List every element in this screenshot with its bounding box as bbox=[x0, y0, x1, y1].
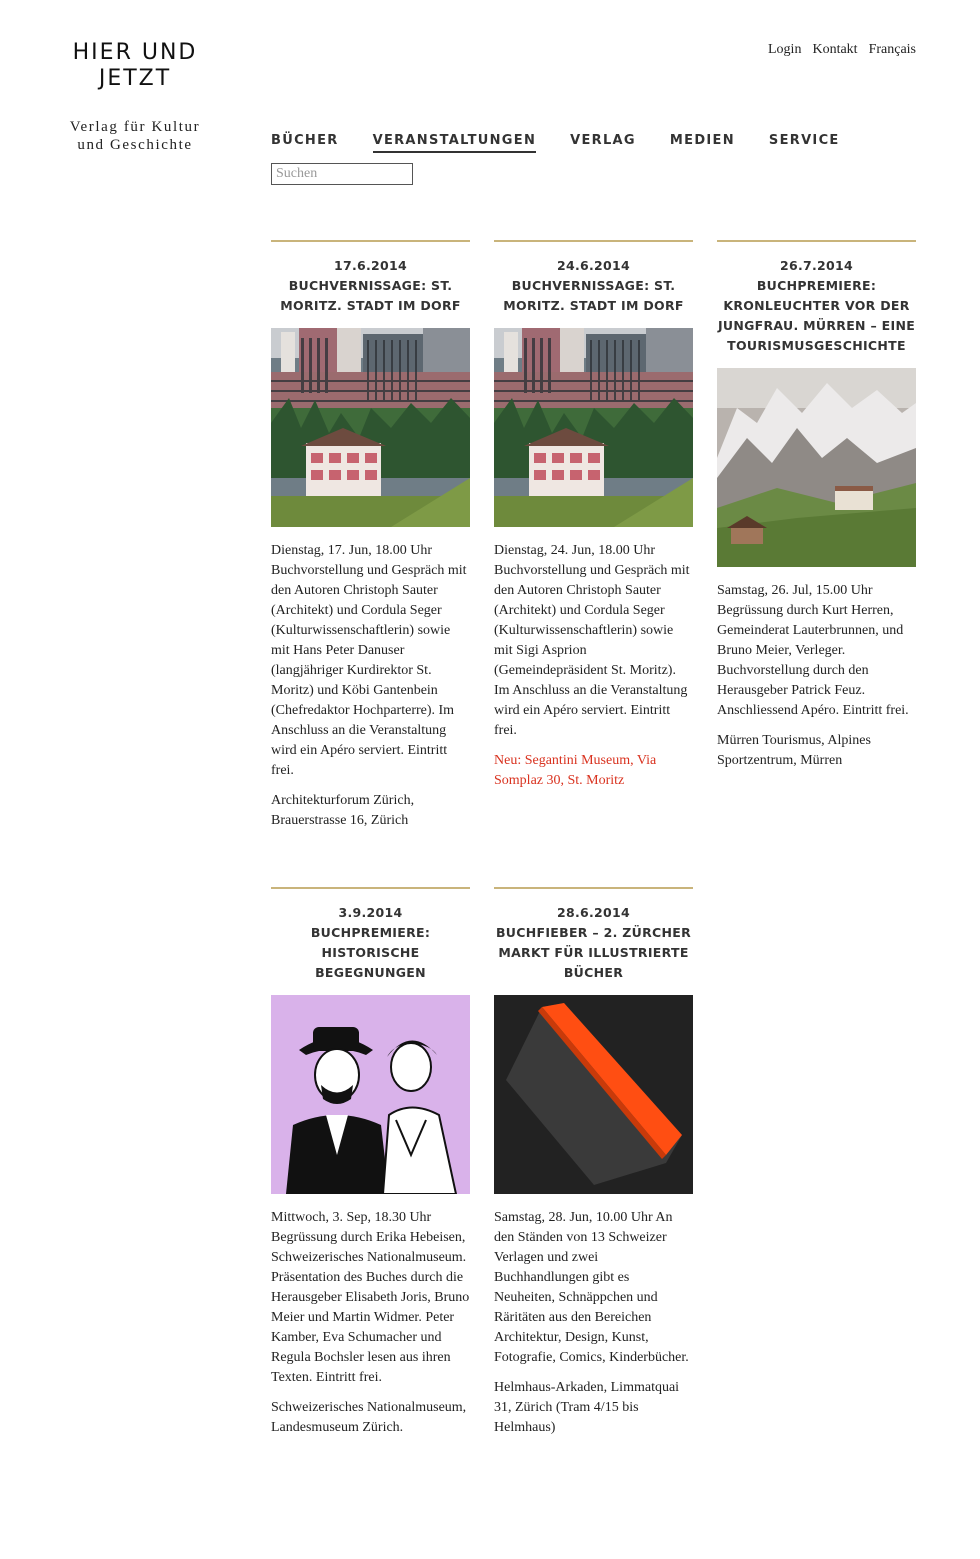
logo-title: HIER UND JETZT bbox=[72, 40, 198, 91]
event-location-link[interactable]: Neu: Segantini Museum, Via Somplaz 30, St. Moritz bbox=[494, 753, 657, 788]
search-input[interactable] bbox=[271, 163, 413, 185]
event-image-st-moritz[interactable] bbox=[271, 328, 470, 527]
event-location: Architekturforum Zürich, Brauerstrasse 16, Zürich bbox=[271, 793, 415, 828]
logo-subtitle-line1: Verlag für Kultur bbox=[69, 119, 201, 135]
nav-item-buecher[interactable]: BÜCHER bbox=[271, 133, 339, 148]
event-title[interactable]: BUCHPREMIERE: KRONLEUCHTER VOR DER JUNGFRAU. MÜRREN – EINE TOURISMUSGESCHICHTE bbox=[717, 278, 916, 353]
event-title[interactable]: BUCHVERNISSAGE: ST. MORITZ. STADT IM DORF bbox=[280, 278, 461, 313]
event-description: Dienstag, 24. Jun, 18.00 Uhr Buchvorstellung und Gespräch mit den Autoren Christoph Sauter (Architekt) und Cordula Seger (Kulturwissenschaftlerin) sowie mit Sigi Asprion (Gemeindepräsident St. Moritz). Im Anschluss an die Veranstaltung wird ein Apéro serviert. Eintritt frei. bbox=[494, 543, 690, 738]
event-card bbox=[271, 240, 470, 831]
event-date: 17.6.2014 bbox=[333, 258, 408, 273]
event-description: Samstag, 26. Jul, 15.00 Uhr Begrüssung durch Kurt Herren, Gemeinderat Lauterbrunnen, und Bruno Meier, Verleger. Buchvorstellung durch den Herausgeber Patrick Feuz. Anschliessend Apéro. Eintritt frei. bbox=[717, 583, 909, 718]
event-title[interactable]: BUCHFIEBER – 2. ZÜRCHER MARKT FÜR ILLUSTRIERTE BÜCHER bbox=[495, 925, 692, 980]
nav-item-service[interactable]: SERVICE bbox=[768, 133, 840, 148]
event-date: 28.6.2014 bbox=[556, 905, 631, 920]
language-link[interactable]: Français bbox=[868, 42, 916, 57]
event-date: 26.7.2014 bbox=[779, 258, 854, 273]
event-date: 24.6.2014 bbox=[556, 258, 631, 273]
logo-subtitle-line2: und Geschichte bbox=[77, 137, 193, 153]
event-description: Mittwoch, 3. Sep, 18.30 Uhr Begrüssung durch Erika Hebeisen, Schweizerisches Nationalmuseum. Präsentation des Buches durch die Herausgeber Elisabeth Joris, Bruno Meier und Martin Widmer. Peter Kamber, Eva Schumacher und Regula Bochsler lesen aus ihren Texten. Eintritt frei. bbox=[271, 1210, 470, 1385]
event-location: Mürren Tourismus, Alpines Sportzentrum, Mürren bbox=[717, 733, 871, 768]
nav-item-veranstaltungen[interactable]: VERANSTALTUNGEN bbox=[373, 133, 537, 153]
top-links bbox=[768, 42, 916, 58]
login-link[interactable]: Login bbox=[768, 42, 802, 57]
event-location: Schweizerisches Nationalmuseum, Landesmuseum Zürich. bbox=[271, 1400, 467, 1435]
kontakt-link[interactable]: Kontakt bbox=[812, 42, 858, 57]
event-date: 3.9.2014 bbox=[338, 905, 403, 920]
event-description: Samstag, 28. Jun, 10.00 Uhr An den Ständen von 13 Schweizer Verlagen und zwei Buchhandlungen gibt es Neuheiten, Schnäppchen und Räritäten aus den Bereichen Architektur, Design, Kunst, Fotografie, Comics, Kinderbücher. bbox=[494, 1210, 689, 1365]
event-description: Dienstag, 17. Jun, 18.00 Uhr Buchvorstellung und Gespräch mit den Autoren Christoph Sauter (Architekt) und Cordula Seger (Kulturwissenschaftlerin) sowie mit Hans Peter Danuser (langjähriger Kurdirektor St. Moritz) und Köbi Gantenbein (Chefredaktor Hochparterre). Im Anschluss an die Veranstaltung wird ein Apéro serviert. Eintritt frei. bbox=[271, 543, 467, 778]
main-nav bbox=[271, 133, 874, 153]
event-card bbox=[494, 240, 693, 791]
event-card bbox=[271, 887, 470, 1438]
event-title[interactable]: BUCHPREMIERE: HISTORISCHE BEGEGNUNGEN bbox=[310, 925, 431, 980]
event-title[interactable]: BUCHVERNISSAGE: ST. MORITZ. STADT IM DORF bbox=[503, 278, 684, 313]
site-logo[interactable] bbox=[60, 40, 210, 154]
event-location: Helmhaus-Arkaden, Limmatquai 31, Zürich (Tram 4/15 bis Helmhaus) bbox=[494, 1380, 680, 1435]
event-image-muerren[interactable] bbox=[717, 368, 916, 567]
nav-item-verlag[interactable]: VERLAG bbox=[570, 133, 636, 148]
nav-item-medien[interactable]: MEDIEN bbox=[669, 133, 735, 148]
event-image-buchfieber[interactable] bbox=[494, 995, 693, 1194]
event-card bbox=[717, 240, 916, 771]
event-image-st-moritz[interactable] bbox=[494, 328, 693, 527]
event-card bbox=[494, 887, 693, 1438]
event-image-historic-portraits[interactable] bbox=[271, 995, 470, 1194]
logo-subtitle bbox=[60, 118, 210, 154]
